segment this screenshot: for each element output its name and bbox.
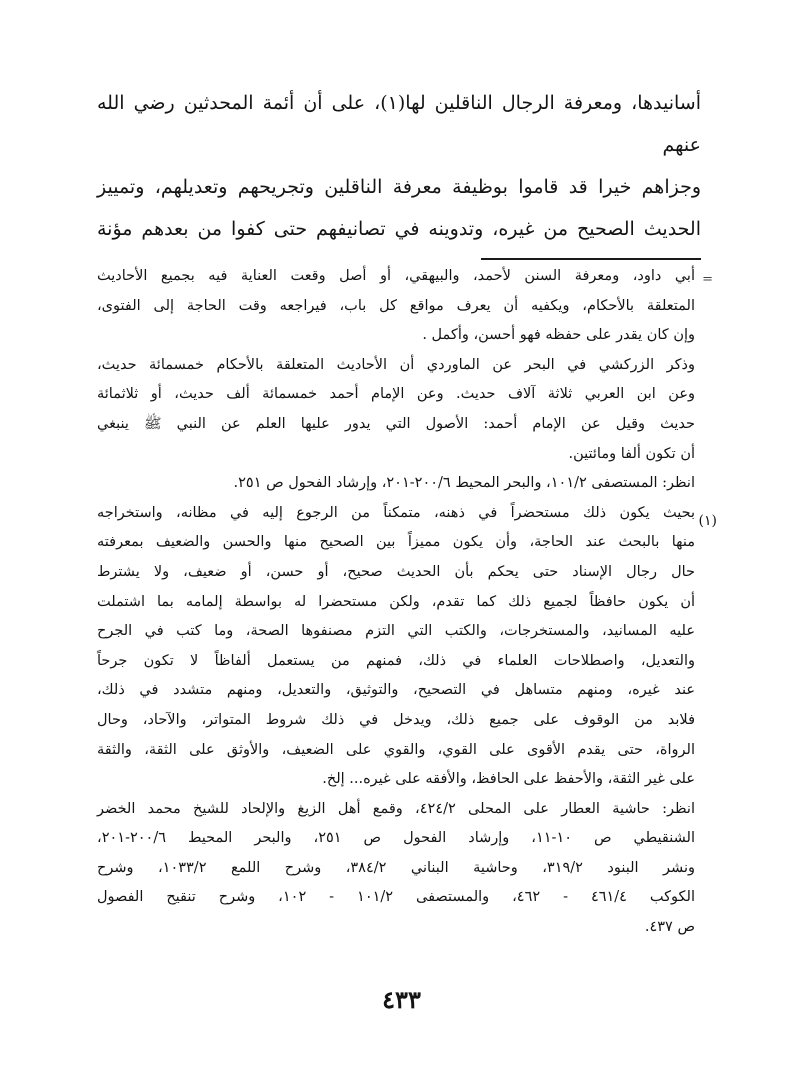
footnote-line: الرواة، حتى يقدم الأقوى على القوي، والقوي على الضعيف، والأوثق على الثقة، والثقة xyxy=(97,741,695,758)
footnotes xyxy=(97,262,695,943)
footnote-line: والتعديل، واصطلاحات العلماء في ذلك، فمنهم من يستعمل ألفاظاً لا تكون جرحاً xyxy=(97,652,695,669)
footnote-line: على غير الثقة، والأحفظ على الحافظ، والأفقه على غيره... إلخ. xyxy=(322,771,695,788)
main-text xyxy=(97,82,701,250)
footnote-line: المتعلقة بالأحكام، ويكفيه أن يعرف مواقع كل باب، فيراجعه وقت الحاجة إلى الفتوى، xyxy=(97,297,695,314)
main-line: أسانيدها، ومعرفة الرجال الناقلين لها(١)، على أن أئمة المحدثين رضي الله عنهم xyxy=(97,92,702,156)
footnote-line: عليه المسانيد، والمستخرجات، والكتب التي التزم مصنفوها الصحة، وما كتب في الجرح xyxy=(97,623,695,640)
footnote-line: حديث وقيل عن الإمام أحمد: الأصول التي يدور عليها العلم عن النبي ﷺ ينبغي xyxy=(97,415,695,432)
footnote-line: ص ٤٣٧. xyxy=(644,919,695,936)
footnote-line: بحيث يكون ذلك مستحضراً في ذهنه، متمكناً من الرجوع إليه في مظانه، واستخراجه xyxy=(97,504,695,521)
footnote-line: وذكر الزركشي في البحر عن الماوردي أن الأحاديث المتعلقة بالأحكام خمسمائة حديث، xyxy=(97,356,695,373)
footnote-line: الكوكب ٤٦١/٤ - ٤٦٢، والمستصفى ١٠١/٢ - ١٠٢، وشرح تنقيح الفصول xyxy=(97,889,696,906)
footnote-line: وعن ابن العربي ثلاثة آلاف حديث. وعن الإمام أحمد خمسمائة ألف حديث، أو ثلاثمائة xyxy=(97,386,695,403)
footnote-1-marker: (١) xyxy=(698,513,717,529)
footnote-line: أن يكون حافظاً لجميع ذلك كما تقدم، ولكن مستحضرا له بواسطة إلمامه بما اشتملت xyxy=(97,593,695,610)
main-line: وجزاهم خيرا قد قاموا بوظيفة معرفة الناقلين وتجريحهم وتعديلهم، وتمييز xyxy=(97,176,701,198)
footnote-line: ونشر البنود ٣١٩/٢، وحاشية البناني ٣٨٤/٢، وشرح اللمع ١٠٣٣/٢، وشرح xyxy=(97,859,695,876)
footnote-line: عند غيره، ومنهم متساهل في التصحيح، والتوثيق، والتعديل، ومنهم متشدد في ذلك، xyxy=(97,682,695,699)
footnote-continuation-marker: = xyxy=(702,272,713,287)
footnote-line: الشنقيطي ص ١٠-١١، وإرشاد الفحول ص ٢٥١، والبحر المحيط ٢٠٠/٦-٢٠١، xyxy=(97,830,695,847)
footnote-line: أن تكون ألفا ومائتين. xyxy=(568,445,695,462)
footnote-line: فلابد من الوقوف على جميع ذلك، ويدخل في ذلك شروط المتواتر، والآحاد، وحال xyxy=(97,711,695,728)
footnote-divider xyxy=(481,258,701,260)
page-number: ٤٣٣ xyxy=(382,985,421,1014)
footnote-line: منها بالبحث عند الحاجة، وأن يكون مميزاً بين الصحيح منها والحسن والضعيف بمعرفته xyxy=(97,534,695,551)
footnote-line: وإن كان يقدر على حفظه فهو أحسن، وأكمل . xyxy=(422,327,695,344)
footnote-line: انظر: حاشية العطار على المحلى ٤٢٤/٢، وقمع أهل الزيغ والإلحاد للشيخ محمد الخضر xyxy=(97,800,695,817)
footnote-line: انظر: المستصفى ١٠١/٢، والبحر المحيط ٢٠٠/٦-٢٠١، وإرشاد الفحول ص ٢٥١. xyxy=(233,475,695,492)
footnote-line: أبي داود، ومعرفة السنن لأحمد، والبيهقي، أو أصل وقعت العناية فيه بجميع الأحاديث xyxy=(97,268,695,284)
main-line: الحديث الصحيح من غيره، وتدوينه في تصانيفهم حتى كفوا من بعدهم مؤنة xyxy=(97,218,701,240)
footnote-line: حال رجال الإسناد حتى يحكم بأن الحديث صحيح، أو حسن، أو ضعيف، ولا يشترط xyxy=(97,563,695,580)
